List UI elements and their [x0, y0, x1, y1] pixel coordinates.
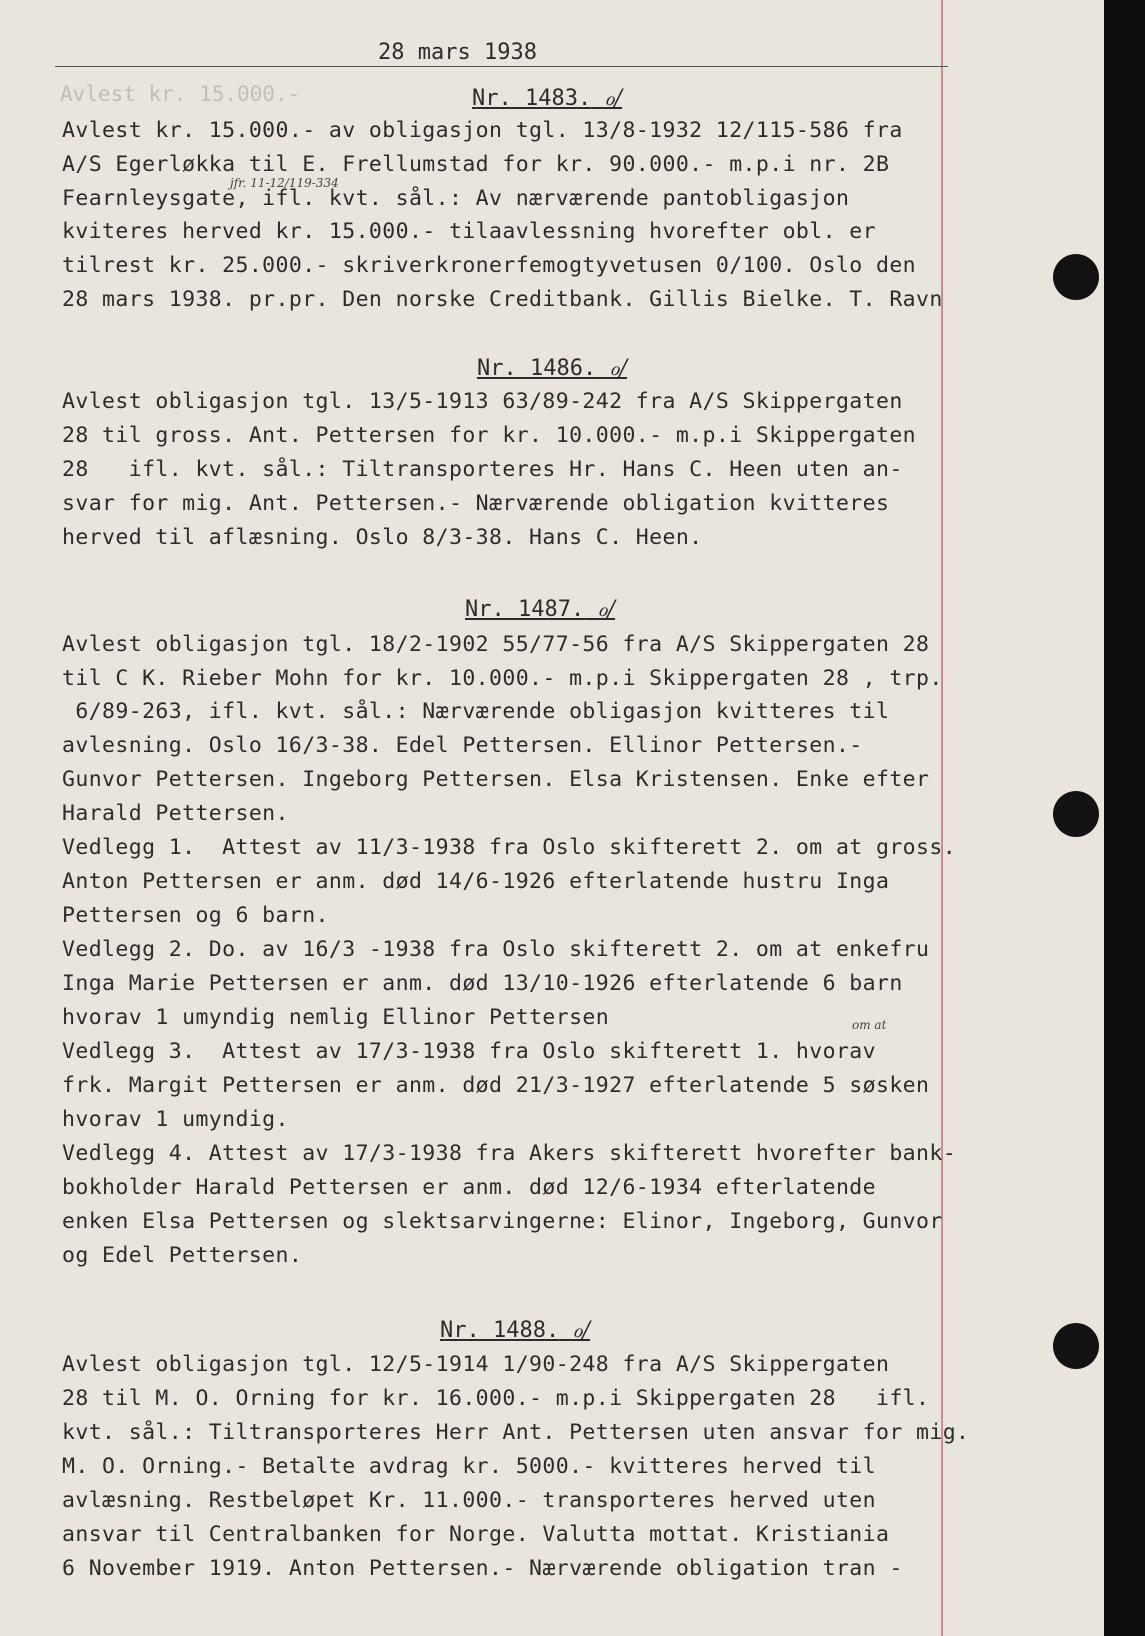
text-line: Pettersen og 6 barn.: [62, 903, 329, 928]
text-line: og Edel Pettersen.: [62, 1243, 303, 1268]
text-line: til C K. Rieber Mohn for kr. 10.000.- m.p.i Skippergaten 28 , trp.: [62, 666, 943, 691]
text-line: avlæsning. Restbeløpet Kr. 11.000.- transporteres herved uten: [62, 1488, 876, 1513]
text-line: frk. Margit Pettersen er anm. død 21/3-1927 efterlatende 5 søsken: [62, 1073, 930, 1098]
checkmark-icon: ℴ/: [597, 597, 616, 622]
entry-number: Nr. 1487. ℴ/: [465, 597, 616, 622]
margin-note: jfr. 11-12/119-334: [230, 176, 339, 190]
text-line: 28 mars 1938. pr.pr. Den norske Creditbank. Gillis Bielke. T. Ravn: [62, 287, 943, 312]
text-line: svar for mig. Ant. Pettersen.- Nærværende obligation kvitteres: [62, 491, 890, 516]
text-line: herved til aflæsning. Oslo 8/3-38. Hans C. Heen.: [62, 525, 703, 550]
text-line: 6 November 1919. Anton Pettersen.- Nærværende obligation tran -: [62, 1556, 903, 1581]
binder-hole-icon: [1053, 791, 1099, 837]
text-line: hvorav 1 umyndig.: [62, 1107, 289, 1132]
text-line: Vedlegg 3. Attest av 17/3-1938 fra Oslo skifterett 1. hvorav: [62, 1039, 876, 1064]
text-line: Avlest obligasjon tgl. 13/5-1913 63/89-242 fra A/S Skippergaten: [62, 389, 903, 414]
text-line: 28 til gross. Ant. Pettersen for kr. 10.000.- m.p.i Skippergaten: [62, 423, 917, 448]
entry-number: Nr. 1486. ℴ/: [477, 356, 628, 381]
text-line: Harald Pettersen.: [62, 801, 289, 826]
text-line: tilrest kr. 25.000.- skriverkronerfemogtyvetusen 0/100. Oslo den: [62, 253, 917, 278]
checkmark-icon: ℴ/: [609, 356, 628, 381]
text-line: Gunvor Pettersen. Ingeborg Pettersen. Elsa Kristensen. Enke efter: [62, 767, 930, 792]
scan-edge-shadow: [1104, 0, 1145, 1636]
checkmark-icon: ℴ/: [572, 1318, 591, 1343]
text-line: Vedlegg 4. Attest av 17/3-1938 fra Akers skifterett hvorefter bank-: [62, 1141, 957, 1166]
text-line: Vedlegg 1. Attest av 11/3-1938 fra Oslo skifterett 2. om at gross.: [62, 835, 957, 860]
text-line: kvt. sål.: Tiltransporteres Herr Ant. Pettersen uten ansvar for mig.: [62, 1420, 970, 1445]
text-line: avlesning. Oslo 16/3-38. Edel Pettersen. Ellinor Pettersen.-: [62, 733, 863, 758]
text-line: Inga Marie Pettersen er anm. død 13/10-1926 efterlatende 6 barn: [62, 971, 903, 996]
text-line: ansvar til Centralbanken for Norge. Valutta mottat. Kristiania: [62, 1522, 890, 1547]
faded-carryover-text: Avlest kr. 15.000.-: [60, 82, 301, 106]
binder-hole-icon: [1053, 1323, 1099, 1369]
page-date: 28 mars 1938: [378, 40, 537, 65]
text-line: 6/89-263, ifl. kvt. sål.: Nærværende obligasjon kvitteres til: [62, 699, 890, 724]
text-line: enken Elsa Pettersen og slektsarvingerne: Elinor, Ingeborg, Gunvor: [62, 1209, 943, 1234]
margin-note: om at: [852, 1018, 887, 1032]
header-rule: [55, 66, 948, 67]
binder-hole-icon: [1053, 254, 1099, 300]
red-margin-line: [941, 0, 943, 1636]
text-line: A/S Egerløkka til E. Frellumstad for kr. 90.000.- m.p.i nr. 2B: [62, 152, 890, 177]
text-line: Avlest obligasjon tgl. 12/5-1914 1/90-248 fra A/S Skippergaten: [62, 1352, 890, 1377]
text-line: 28 til M. O. Orning for kr. 16.000.- m.p.i Skippergaten 28 ifl.: [62, 1386, 930, 1411]
text-line: Avlest kr. 15.000.- av obligasjon tgl. 13/8-1932 12/115-586 fra: [62, 118, 903, 143]
text-line: Anton Pettersen er anm. død 14/6-1926 efterlatende hustru Inga: [62, 869, 890, 894]
checkmark-icon: ℴ/: [604, 86, 623, 111]
entry-number: Nr. 1483. ℴ/: [472, 86, 623, 111]
text-line: kviteres herved kr. 15.000.- tilaavlessning hvorefter obl. er: [62, 219, 876, 244]
text-line: M. O. Orning.- Betalte avdrag kr. 5000.- kvitteres herved til: [62, 1454, 876, 1479]
entry-number: Nr. 1488. ℴ/: [440, 1318, 591, 1343]
text-line: hvorav 1 umyndig nemlig Ellinor Pettersen: [62, 1005, 610, 1030]
text-line: bokholder Harald Pettersen er anm. død 12/6-1934 efterlatende: [62, 1175, 876, 1200]
text-line: Avlest obligasjon tgl. 18/2-1902 55/77-56 fra A/S Skippergaten 28: [62, 632, 930, 657]
text-line: Vedlegg 2. Do. av 16/3 -1938 fra Oslo skifterett 2. om at enkefru: [62, 937, 930, 962]
text-line: 28 ifl. kvt. sål.: Tiltransporteres Hr. Hans C. Heen uten an-: [62, 457, 903, 482]
text-line: Fearnleysgate, ifl. kvt. sål.: Av nærværende pantobligasjon: [62, 186, 850, 211]
